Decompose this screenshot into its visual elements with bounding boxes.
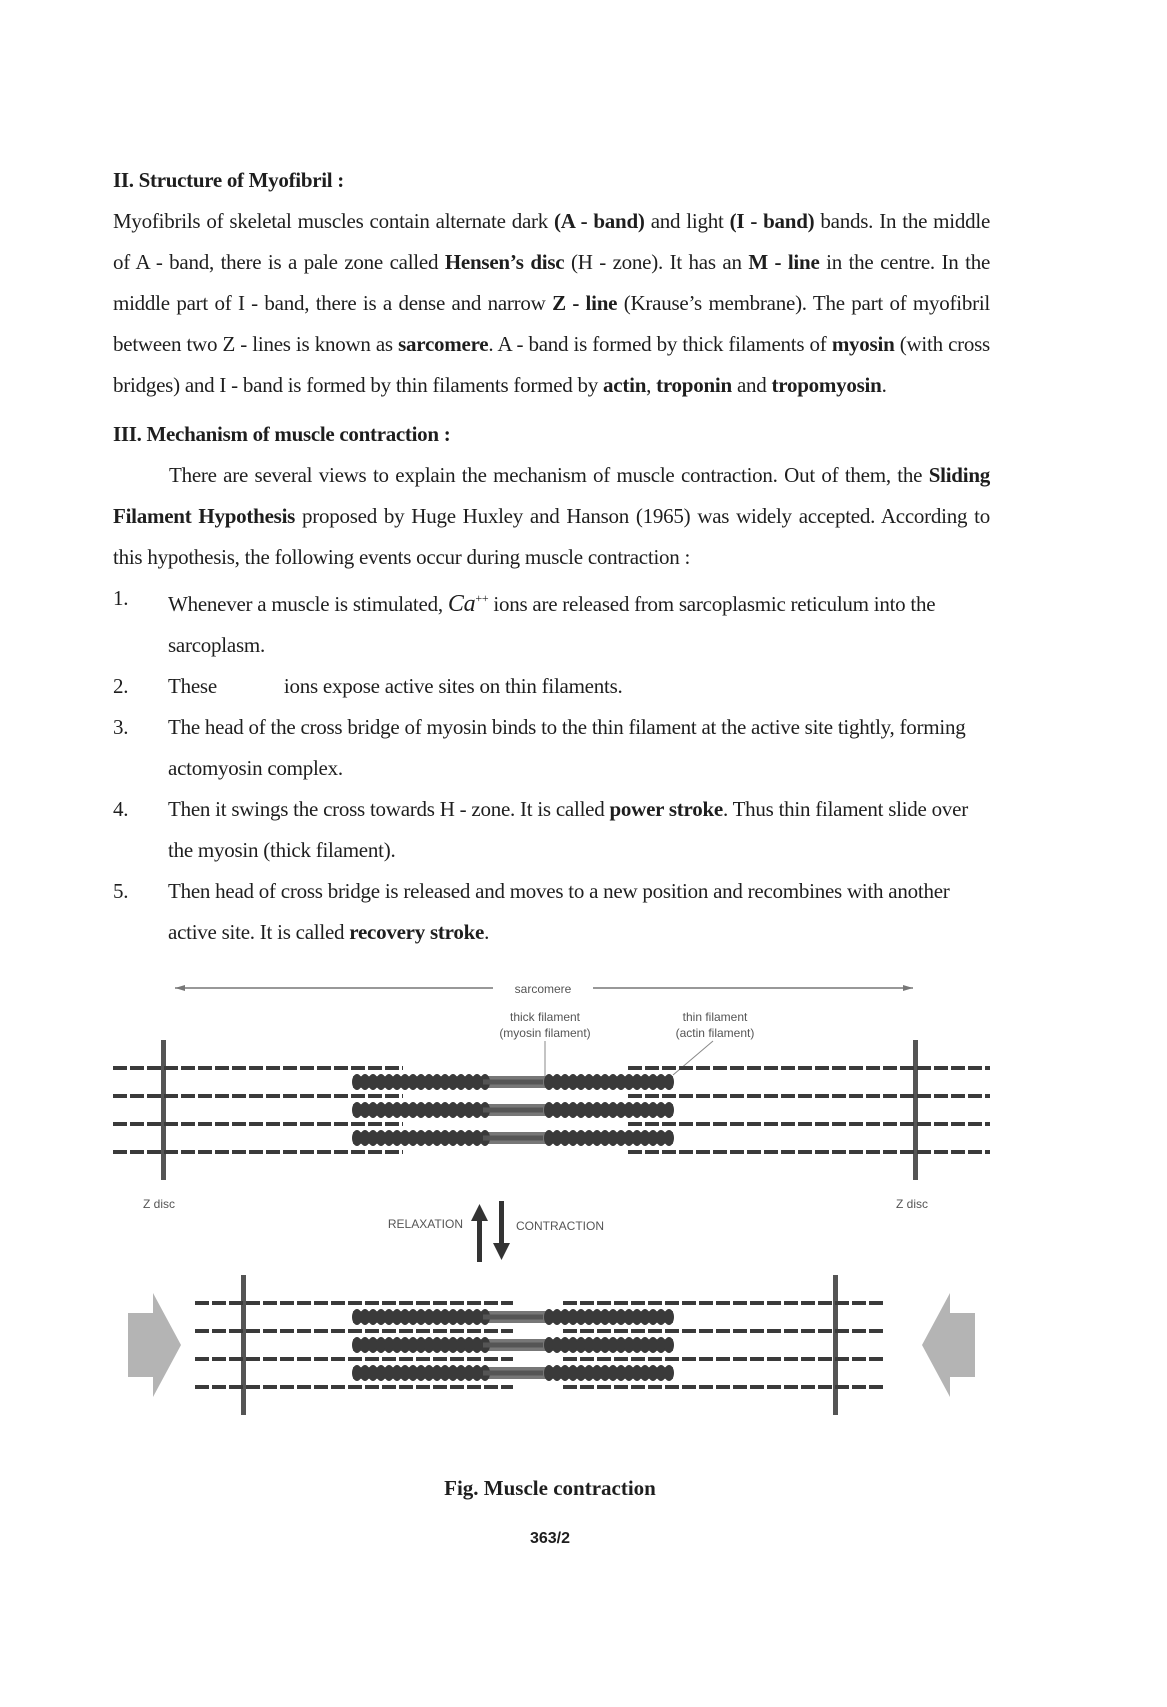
thin-filament-label: thin filament: [682, 1010, 748, 1024]
list-item: 2. These ions expose active sites on thin filaments.: [113, 674, 623, 698]
compression-arrow-right-icon: [922, 1293, 975, 1397]
section-heading-mechanism: III. Mechanism of muscle contraction :: [113, 422, 451, 446]
sarcomere-label: sarcomere: [514, 985, 572, 996]
page-number: 363/2: [529, 1530, 571, 1547]
z-disc-left: [161, 1040, 166, 1180]
muscle-contraction-figure: [113, 985, 990, 1455]
compression-arrow-left-icon: [128, 1293, 181, 1397]
z-disc-right-contracted: [833, 1275, 838, 1415]
actin-filament-label: (actin filament): [675, 1026, 755, 1040]
myosin-filament-label: (myosin filament): [499, 1026, 591, 1040]
list-item: 1. Whenever a muscle is stimulated, Ca++ ions are released from sarcoplasmic reticulum into the sarcoplasm.: [113, 586, 936, 657]
contraction-label: CONTRACTION: [516, 1219, 604, 1233]
arrowhead-left-icon: [175, 985, 185, 991]
z-disc-left-contracted: [241, 1275, 246, 1415]
z-disc-left-label: Z disc: [143, 1197, 176, 1211]
thick-filament-label: thick filament: [509, 1010, 581, 1024]
list-item: 3. The head of the cross bridge of myosin binds to the thin filament at the active site tightly, forming actomyosin complex.: [113, 715, 966, 780]
relaxed-sarcomere: [113, 1040, 990, 1180]
sarcomere-diagram: [113, 985, 990, 1455]
paragraph-mechanism: There are several views to explain the mechanism of muscle contraction. Out of them, the Sliding Filament Hypothesis proposed by Huge Huxley and Hanson (1965) was widely accepted. According to this hypothesis, the following events occur during muscle contraction :: [113, 463, 990, 569]
thin-filaments-right: [628, 1068, 990, 1152]
relaxation-arrow-icon: [471, 1204, 488, 1221]
z-disc-right-label: Z disc: [896, 1197, 929, 1211]
list-item: 4. Then it swings the cross towards H - zone. It is called power stroke. Thus thin filament slide over the myosin (thick filament).: [113, 797, 968, 862]
arrowhead-right-icon: [903, 985, 913, 991]
thick-filaments: [352, 1074, 674, 1146]
thick-filaments: [352, 1309, 674, 1381]
figure-caption: Fig. Muscle contraction: [444, 1476, 656, 1500]
contracted-sarcomere: [195, 1275, 883, 1415]
section-heading-structure: II. Structure of Myofibril :: [113, 168, 344, 192]
calcium-ion-symbol: Ca++: [447, 591, 489, 617]
relaxation-label: RELAXATION: [387, 1217, 463, 1231]
page-content: [113, 160, 990, 953]
z-disc-right: [913, 1040, 918, 1180]
list-item: 5. Then head of cross bridge is released and moves to a new position and recombines with another active site. It is called recovery stroke.: [113, 879, 950, 944]
events-list: [113, 578, 990, 953]
paragraph-structure: Myofibrils of skeletal muscles contain alternate dark (A - band) and light (I - band) bands. In the middle of A - band, there is a pale zone called Hensen’s disc (H - zone). It has an M - line in the centre. In the middle part of I - band, there is a dense and narrow Z - line (Krause’s membrane). The part of myofibril between two Z - lines is known as sarcomere. A - band is formed by thick filaments of myosin (with cross bridges) and I - band is formed by thin filaments formed by actin, troponin and tropomyosin.: [113, 209, 991, 397]
contraction-arrow-icon: [493, 1243, 510, 1260]
